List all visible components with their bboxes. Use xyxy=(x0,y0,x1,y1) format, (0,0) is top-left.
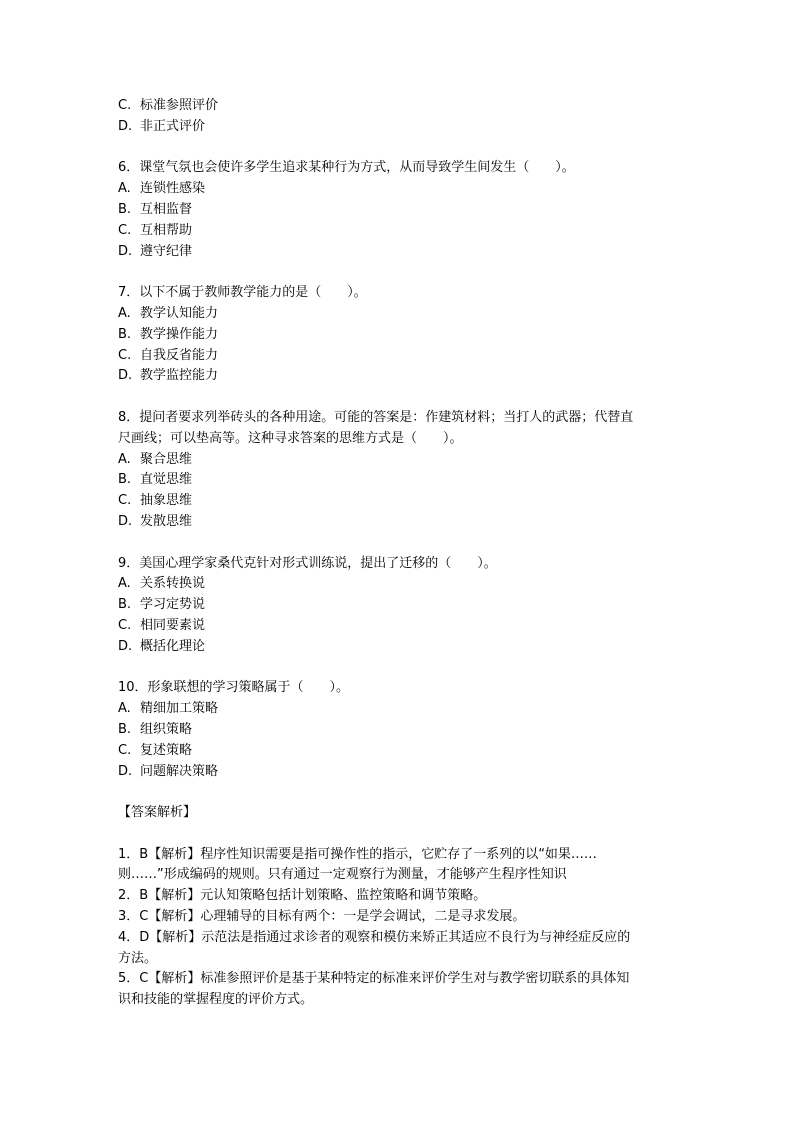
option-text: 教学监控能力 xyxy=(140,368,219,384)
option-letter: D. xyxy=(118,763,133,779)
option-letter: C. xyxy=(118,493,132,509)
option-letter: D. xyxy=(118,368,133,384)
option-text: 非正式评价 xyxy=(140,118,206,134)
answer-2-line1: 2．B【解析】元认知策略包括计划策略、监控策略和调节策略。 xyxy=(118,888,487,904)
option-text: 学习定势说 xyxy=(140,597,206,613)
answer-4-line2: 方法。 xyxy=(118,950,158,966)
option-text: 遵守纪律 xyxy=(140,243,193,259)
option-text: 问题解决策略 xyxy=(140,763,219,779)
option-text: 互相帮助 xyxy=(140,222,193,238)
q7-option-d xyxy=(118,366,684,387)
option-letter: C. xyxy=(118,98,132,113)
q5-option-d xyxy=(118,117,684,138)
option-letter: C. xyxy=(118,347,132,363)
option-letter: B. xyxy=(118,472,132,488)
option-letter: A. xyxy=(118,576,131,592)
q5-option-c xyxy=(118,96,684,117)
option-letter: D. xyxy=(118,638,133,654)
q10-option-d xyxy=(118,762,684,783)
option-text: 复述策略 xyxy=(140,742,193,758)
document-page xyxy=(118,96,684,1011)
answer-5-line1: 5．C【解析】标准参照评价是基于某种特定的标准来评价学生对与教学密切联系的具体知 xyxy=(118,971,630,987)
question-8-stem-line2: 尺画线；可以垫高等。这种寻求答案的思维方式是（ ）。 xyxy=(118,430,463,446)
question-10-stem: 10．形象联想的学习策略属于（ ）。 xyxy=(118,680,350,696)
question-6-stem: 6．课堂气氛也会使许多学生追求某种行为方式，从而导致学生间发生（ ）。 xyxy=(118,160,575,176)
q9-option-d xyxy=(118,637,684,658)
option-letter: C. xyxy=(118,742,132,758)
q6-option-d xyxy=(118,242,684,263)
answer-4-line1: 4．D【解析】示范法是指通过求诊者的观察和模仿来矫正其适应不良行为与神经症反应的 xyxy=(118,929,631,945)
option-letter: D. xyxy=(118,513,133,529)
q7-option-a xyxy=(118,304,684,325)
option-letter: B. xyxy=(118,597,132,613)
option-letter: B. xyxy=(118,201,132,217)
q6-option-b xyxy=(118,200,684,221)
answer-1-line2: 则……”形成编码的规则。只有通过一定观察行为测量，才能够产生程序性知识 xyxy=(118,867,567,883)
q7-option-b xyxy=(118,325,684,346)
option-text: 组织策略 xyxy=(140,721,193,737)
option-letter: A. xyxy=(118,701,131,717)
option-letter: C. xyxy=(118,222,132,238)
answer-1-line1: 1．B【解析】程序性知识需要是指可操作性的指示，它贮存了一系列的以“如果…… xyxy=(118,846,597,862)
q6-option-c xyxy=(118,221,684,242)
q8-option-a xyxy=(118,450,684,471)
option-text: 精细加工策略 xyxy=(140,701,219,717)
q6-option-a xyxy=(118,179,684,200)
option-letter: B. xyxy=(118,326,132,342)
q10-option-b xyxy=(118,720,684,741)
option-text: 相同要素说 xyxy=(140,617,206,633)
answer-3-line1: 3．C【解析】心理辅导的目标有两个：一是学会调试，二是寻求发展。 xyxy=(118,909,526,925)
option-letter: B. xyxy=(118,721,132,737)
option-letter: D. xyxy=(118,118,133,134)
option-letter: D. xyxy=(118,243,133,259)
option-letter: A. xyxy=(118,181,131,197)
q8-option-b xyxy=(118,470,684,491)
q9-option-a xyxy=(118,574,684,595)
q7-option-c xyxy=(118,346,684,367)
option-text: 聚合思维 xyxy=(140,451,193,467)
q8-option-d xyxy=(118,512,684,533)
option-text: 教学认知能力 xyxy=(140,305,219,321)
option-text: 关系转换说 xyxy=(140,576,206,592)
question-7-stem: 7．以下不属于教师教学能力的是（ ）。 xyxy=(118,285,367,301)
option-text: 互相监督 xyxy=(140,201,193,217)
option-text: 概括化理论 xyxy=(140,638,206,654)
option-letter: A. xyxy=(118,451,131,467)
option-text: 发散思维 xyxy=(140,513,193,529)
option-letter: C. xyxy=(118,617,132,633)
option-text: 自我反省能力 xyxy=(140,347,219,363)
question-8-stem-line1: 8．提问者要求列举砖头的各种用途。可能的答案是：作建筑材料；当打人的武器；代替直 xyxy=(118,409,634,425)
option-letter: A. xyxy=(118,305,131,321)
q10-option-c xyxy=(118,741,684,762)
option-text: 连锁性感染 xyxy=(140,181,206,197)
q10-option-a xyxy=(118,699,684,720)
q8-option-c xyxy=(118,491,684,512)
q9-option-b xyxy=(118,595,684,616)
option-text: 标准参照评价 xyxy=(140,98,219,113)
answers-heading: 【答案解析】 xyxy=(118,805,197,821)
option-text: 教学操作能力 xyxy=(140,326,219,342)
q9-option-c xyxy=(118,616,684,637)
answer-5-line2: 识和技能的掌握程度的评价方式。 xyxy=(118,992,314,1008)
option-text: 抽象思维 xyxy=(140,493,193,509)
option-text: 直觉思维 xyxy=(140,472,193,488)
question-9-stem: 9．美国心理学家桑代克针对形式训练说，提出了迁移的（ ）。 xyxy=(118,555,497,571)
